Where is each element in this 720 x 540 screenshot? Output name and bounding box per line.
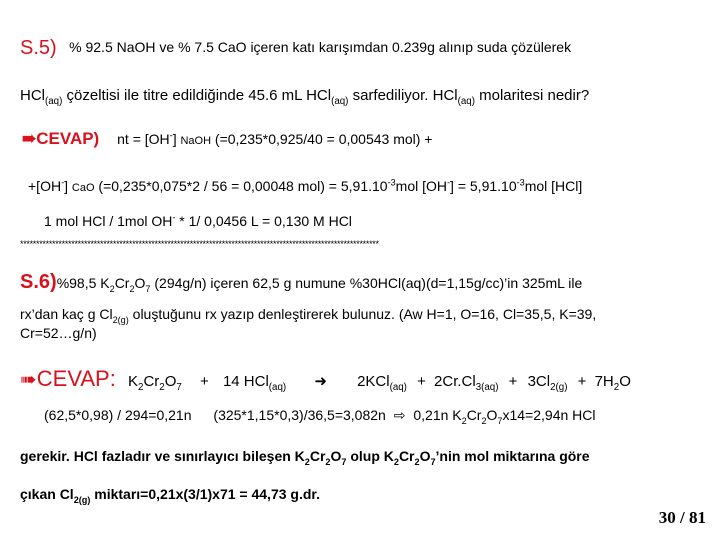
question-6-line-1: S.6)%98,5 $K_2Cr_2O_7$ (294g/n) içeren 62,5 g numune %30HCl(aq)(d=1,15g/cc)’in 325mL ile xyxy=(20,271,583,294)
answer-6-equation: ➠CEVAP: $K_2Cr_2O_7 + 14$ HCl$_{(aq)}$ ➜ $2KCl_{(aq)} + 2Cr.Cl_{3(aq)} + 3Cl_{2(g)} + 7H_2O$ xyxy=(20,366,631,393)
right-arrow-icon: ➜ xyxy=(314,373,327,390)
answer-6-label: CEVAP: xyxy=(36,366,116,391)
question-6-line-2: rx’dan kaç g $Cl_{2(g)}$ oluştuğunu rx yazıp denleştirerek bulunuz. (Aw H=1, O=16, Cl=35,5, K=39, xyxy=(20,306,597,325)
pencil-arrow-icon: ➠ xyxy=(20,369,37,391)
hollow-arrow-icon: ⇨ xyxy=(393,407,406,423)
answer-6-calc: (62,5*0,98) / 294=0,21n (325*1,15*0,3)/36,5=3,082n ⇨ 0,21n $K_2Cr_2O_7x14=2,94n$ HCl xyxy=(44,407,596,426)
question-5-label: S.5) xyxy=(20,37,57,59)
answer-5-line-2: +[OH-] CaO (=0,235*0,075*2 / 56 = 0,00048 $mol) = 5,91.10^{-3}mol$ $[OH^-] = 5,91.10^{-3}mol$ [HCl] xyxy=(28,177,583,194)
question-6-label: S.6) xyxy=(20,271,57,293)
pencil-arrow-icon: ➠ xyxy=(22,129,37,148)
question-5-line-2: HCl$_{(aq)}$ çözeltisi ile titre edildiğinde 45.6 mL HCl$_{(aq)}$ sarfediliyor. HCl$_{(aq)}$ molaritesi nedir? xyxy=(20,87,590,107)
question-5-line-1 xyxy=(20,38,571,58)
answer-5-line-3: 1 mol HCl / 1mol OH- * 1/ 0,0456 L = 0,130 M HCl xyxy=(44,212,352,229)
answer-6-conclusion-2: çıkan $Cl_{2(g)}$ miktarı=0,21x(3/1)x71 = 44,73 g.dr. xyxy=(20,486,320,505)
answer-5-line-1: ➠CEVAP) nt = [OH-] NaOH (=0,235*0,925/40 = 0,00543 mol) + xyxy=(22,129,433,148)
question-6-line-3: Cr=52…g/n) xyxy=(20,325,97,341)
question-5-text: % 92.5 NaOH ve % 7.5 CaO içeren katı karışımdan 0.239g alınıp suda çözülerek xyxy=(69,39,572,55)
answer-5-label: CEVAP) xyxy=(36,129,100,148)
answer-6-conclusion-1: gerekir. HCl fazladır ve sınırlayıcı bileşen $K_2Cr_2O_7$ olup $K_2Cr_2O_7’nin$ mol miktarına göre xyxy=(20,448,590,467)
page-number: 30 / 81 xyxy=(658,508,706,527)
divider: **************************************************************************************************************** xyxy=(20,240,379,249)
